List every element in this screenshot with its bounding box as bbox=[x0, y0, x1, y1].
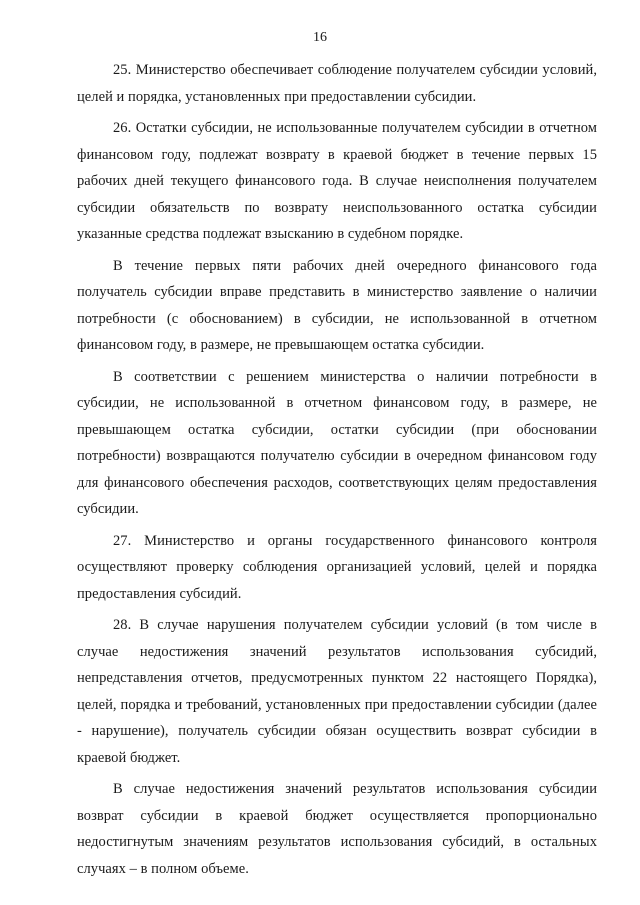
paragraph-28: 28. В случае нарушения получателем субсидии условий (в том числе в случае недостижения значений результатов использования субсидий, непредставления отчетов, предусмотренных пунктом 22 настоящего Порядка), целей, порядка и требований, установленных при предоставлении субсидии (далее - нарушение), получатель субсидии обязан осуществить возврат субсидии в краевой бюджет. bbox=[77, 617, 597, 766]
document-body bbox=[77, 57, 597, 887]
paragraph-28-proportsionalno: В случае недостижения значений результатов использования субсидии возврат субсидии в краевой бюджет осуществляется пропорционально недостигнутым значениям результатов использования субсидий, в остальных случаях – в полном объеме. bbox=[77, 781, 597, 877]
paragraph-25: 25. Министерство обеспечивает соблюдение получателем субсидии условий, целей и порядка, установленных при предоставлении субсидии. bbox=[77, 62, 597, 105]
paragraph-26-potrebnost: В течение первых пяти рабочих дней очередного финансового года получатель субсидии вправе представить в министерство заявление о наличии потребности (с обоснованием) в субсидии, не использованной в отчетном финансовом году, в размере, не превышающем остатка субсидии. bbox=[77, 257, 597, 353]
paragraph-26-vozvrat-ostatkov: В соответствии с решением министерства о наличии потребности в субсидии, не использованной в отчетном финансовом году, в размере, не превышающем остатка субсидии, остатки субсидии (при обосновании потребности) возвращаются получателю субсидии в очередном финансовом году для финансового обеспечения расходов, соответствующих целям предоставления субсидии. bbox=[77, 368, 597, 517]
paragraph-27: 27. Министерство и органы государственного финансового контроля осуществляют проверку соблюдения организацией условий, целей и порядка предоставления субсидий. bbox=[77, 532, 597, 602]
paragraph-26: 26. Остатки субсидии, не использованные получателем субсидии в отчетном финансовом году, подлежат возврату в краевой бюджет в течение первых 15 рабочих дней текущего финансового года. В случае неисполнения получателем субсидии обязательств по возврату неиспользованного остатка субсидии указанные средства подлежат взысканию в судебном порядке. bbox=[77, 120, 597, 242]
page-number: 16 bbox=[313, 30, 327, 45]
